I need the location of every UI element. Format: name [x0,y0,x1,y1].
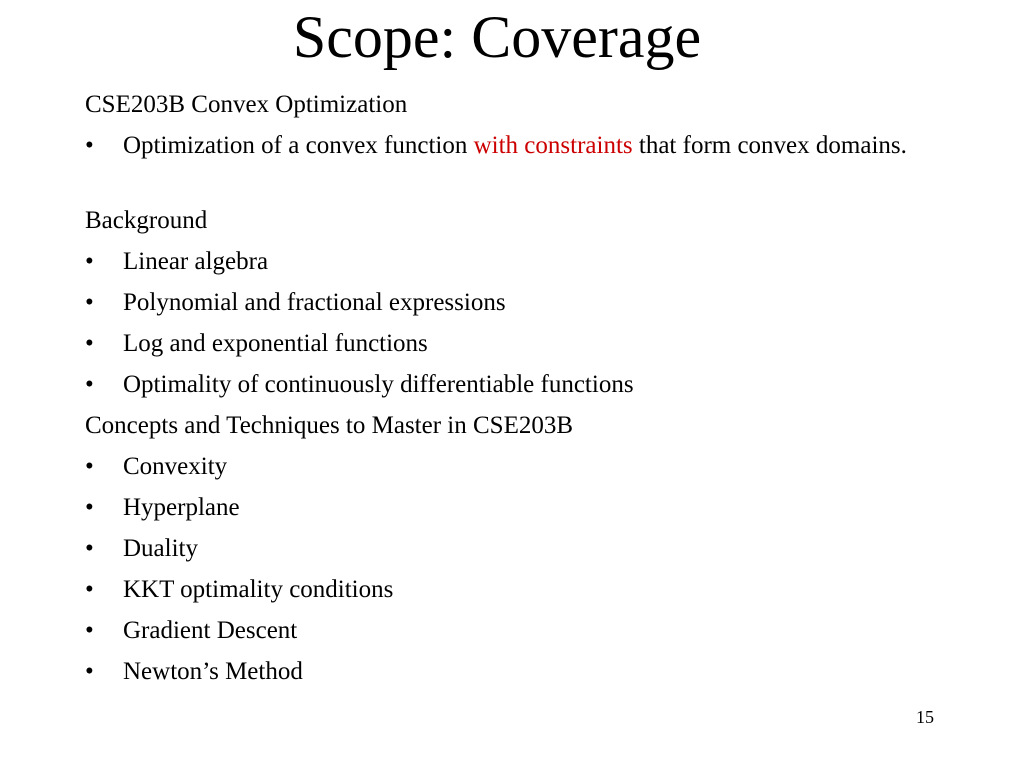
bullet-glyph: • [85,330,94,357]
bullet-item [85,532,945,573]
bullet-text: Polynomial and fractional expressions [123,289,506,316]
bullet-glyph: • [85,453,94,480]
section-heading-concepts: Concepts and Techniques to Master in CSE203B [85,412,574,439]
page-number: 15 [916,707,934,727]
bullet-glyph: • [85,535,94,562]
bullet-item [85,655,945,696]
section-heading-background: Background [85,207,208,234]
bullet-text-after: that form convex domains. [632,132,907,159]
bullet-glyph: • [85,371,94,398]
bullet-text: Duality [123,535,198,562]
bullet-text: Convexity [123,453,228,480]
bullet-glyph: • [85,617,94,644]
bullet-item [85,286,945,327]
bullet-glyph: • [85,494,94,521]
bullet-item [85,368,945,409]
bullet-item [85,129,945,204]
bullet-item [85,450,945,491]
slide-content [85,88,945,696]
bullet-text: Newton’s Method [123,658,303,685]
bullet-text: Hyperplane [123,494,240,521]
bullet-text: Linear algebra [123,248,269,275]
bullet-text: Optimality of continuously differentiable functions [123,371,634,398]
bullet-item [85,614,945,655]
bullet-item [85,491,945,532]
bullet-item [85,573,945,614]
bullet-text: Log and exponential functions [123,330,428,357]
bullet-text: Gradient Descent [123,617,298,644]
bullet-item [85,327,945,368]
bullet-text-before: Optimization of a convex function [123,132,474,159]
slide-title: Scope: Coverage [292,4,702,70]
bullet-text-highlight: with constraints [473,132,633,159]
bullet-glyph: • [85,132,94,159]
section-heading-course: CSE203B Convex Optimization [85,91,408,118]
bullet-glyph: • [85,658,94,685]
bullet-glyph: • [85,576,94,603]
bullet-glyph: • [85,289,94,316]
bullet-text: KKT optimality conditions [123,576,394,603]
bullet-item [85,245,945,286]
bullet-glyph: • [85,248,94,275]
